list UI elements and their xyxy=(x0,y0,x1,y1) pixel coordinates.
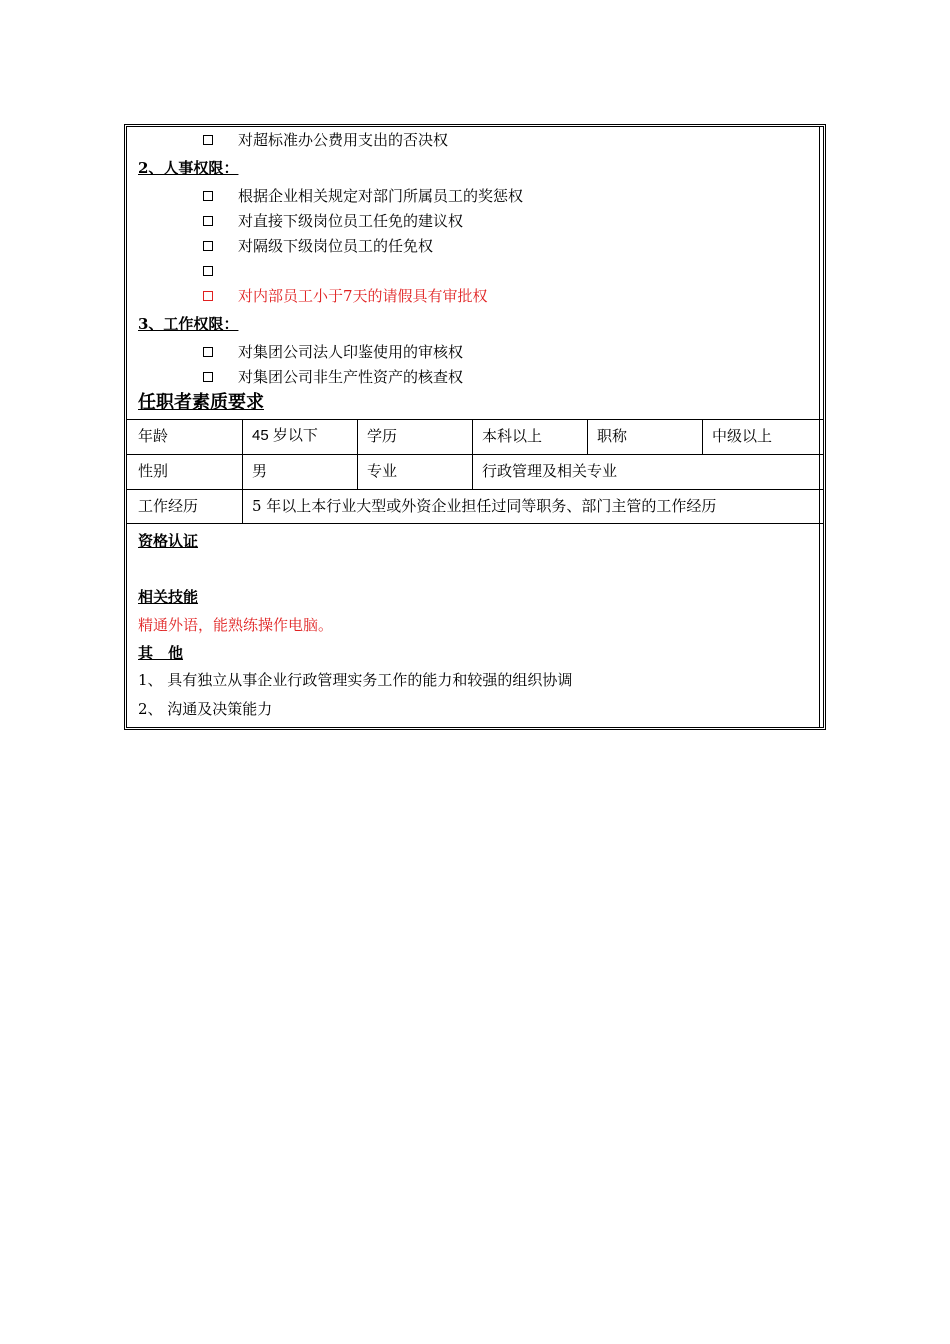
job-description-frame xyxy=(124,124,826,730)
checkbox-bullet-icon xyxy=(203,372,213,382)
table-rule xyxy=(702,419,703,454)
work-authority-heading: 3、工作权限： xyxy=(138,315,239,333)
requirements-title: 任职者素质要求 xyxy=(138,392,264,413)
table-rule xyxy=(242,419,243,523)
experience-label: 工作经历 xyxy=(138,497,199,515)
qualification-heading: 资格认证 xyxy=(138,532,199,550)
checkbox-bullet-icon xyxy=(203,241,213,251)
professional-title-label: 职称 xyxy=(597,427,628,445)
other-heading: 其 他 xyxy=(138,644,184,662)
checkbox-bullet-icon xyxy=(203,266,213,276)
frame-inner-border xyxy=(819,127,820,727)
education-value: 本科以上 xyxy=(482,427,543,445)
major-value: 行政管理及相关专业 xyxy=(482,462,618,480)
professional-title-value: 中级以上 xyxy=(712,427,773,445)
table-rule xyxy=(472,419,473,489)
table-rule xyxy=(127,419,823,420)
age-value: 45 岁以下 xyxy=(252,427,318,444)
age-label: 年龄 xyxy=(138,427,169,445)
checkbox-bullet-icon xyxy=(203,291,213,301)
authority-item: 对超标准办公费用支出的否决权 xyxy=(238,131,449,149)
checkbox-bullet-icon xyxy=(203,135,213,145)
personnel-item-highlight: 对内部员工小于7天的请假具有审批权 xyxy=(238,287,488,305)
table-rule xyxy=(357,419,358,489)
skills-text: 精通外语，能熟练操作电脑。 xyxy=(138,616,334,634)
other-item: 1、 具有独立从事企业行政管理实务工作的能力和较强的组织协调 xyxy=(138,671,573,689)
gender-value: 男 xyxy=(252,462,268,480)
personnel-item: 根据企业相关规定对部门所属员工的奖惩权 xyxy=(238,187,524,205)
work-item: 对集团公司法人印鉴使用的审核权 xyxy=(238,343,464,361)
gender-label: 性别 xyxy=(138,462,169,480)
experience-value: 5 年以上本行业大型或外资企业担任过同等职务、部门主管的工作经历 xyxy=(252,497,717,515)
checkbox-bullet-icon xyxy=(203,191,213,201)
table-rule xyxy=(127,523,823,524)
table-rule xyxy=(587,419,588,454)
personnel-item: 对直接下级岗位员工任免的建议权 xyxy=(238,212,464,230)
checkbox-bullet-icon xyxy=(203,216,213,226)
major-label: 专业 xyxy=(367,462,398,480)
work-item: 对集团公司非生产性资产的核查权 xyxy=(238,368,464,386)
checkbox-bullet-icon xyxy=(203,347,213,357)
education-label: 学历 xyxy=(367,427,398,445)
table-rule xyxy=(127,489,823,490)
personnel-authority-heading: 2、人事权限： xyxy=(138,159,239,177)
other-item: 2、 沟通及决策能力 xyxy=(138,700,273,718)
personnel-item: 对隔级下级岗位员工的任免权 xyxy=(238,237,434,255)
skills-heading: 相关技能 xyxy=(138,588,199,606)
table-rule xyxy=(127,454,823,455)
